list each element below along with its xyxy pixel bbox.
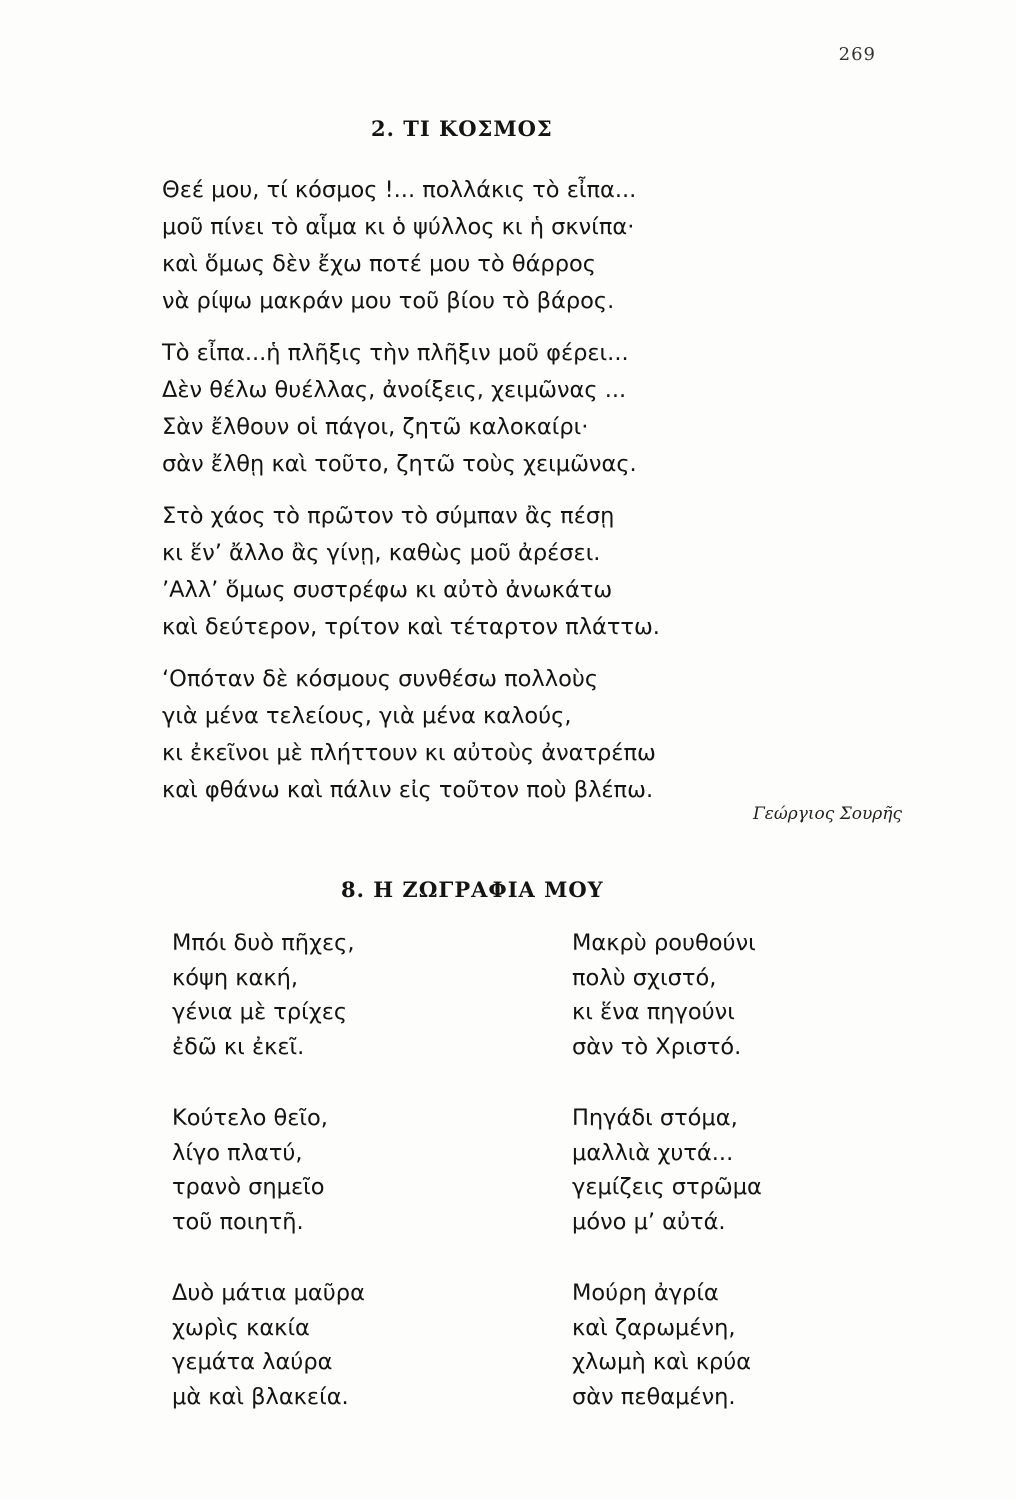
stanza (162, 661, 882, 809)
poem-title-ti-kosmos: 2. ΤΙ ΚΟΣΜΟΣ (371, 116, 553, 141)
verse-line: λίγο πλατύ, (172, 1139, 303, 1166)
verse-line: Πηγάδι στόμα, (572, 1105, 738, 1131)
poem-ti-kosmos (162, 172, 882, 824)
verse-line: νὰ ρίψω μακράν μου τοῦ βίου τὸ βάρος. (162, 288, 615, 314)
verse-line: κόψη κακή, (172, 964, 299, 991)
stanza (572, 1101, 762, 1239)
verse-line: Μπόι δυὸ πῆχες, (172, 930, 355, 956)
verse-line: κι ἕνα πηγούνι (572, 999, 735, 1025)
verse-line: ‘Οπόταν δὲ κόσμους συνθέσω πολλοὺς (162, 666, 599, 692)
stanza (572, 1276, 762, 1414)
poem-author: Γεώργιος Σουρῆς (752, 804, 902, 824)
page-number: 269 (838, 44, 876, 65)
verse-line: Δυὸ μάτια μαῦρα (172, 1280, 365, 1306)
stanza (172, 926, 365, 1064)
stanza (572, 926, 762, 1064)
verse-line: πολὺ σχιστό, (572, 964, 717, 991)
verse-line: Θεέ μου, τί κόσμος !... πολλάκις τὸ εἶπα... (162, 177, 637, 203)
verse-line: γεμίζεις στρῶμα (572, 1174, 762, 1200)
verse-line: Στὸ χάος τὸ πρῶτον τὸ σύμπαν ἂς πέσῃ (162, 503, 615, 529)
verse-line: Σὰν ἔλθουν οἱ πάγοι, ζητῶ καλοκαίρι· (162, 414, 589, 440)
verse-line: καὶ φθάνω καὶ πάλιν εἰς τοῦτον ποὺ βλέπω. (162, 777, 654, 803)
verse-line: χωρὶς κακία (172, 1314, 310, 1341)
verse-line: Δὲν θέλω θυέλλας, ἀνοίξεις, χειμῶνας ... (162, 377, 627, 403)
verse-line: καὶ ὅμως δὲν ἔχω ποτέ μου τὸ θάρρος (162, 251, 596, 277)
stanza (162, 172, 882, 320)
poem-title-i-zografia-mou: 8. Η ΖΩΓΡΑΦΙΑ ΜΟΥ (341, 877, 604, 902)
verse-line: Κούτελο θεῖο, (172, 1105, 328, 1131)
verse-line: καὶ ζαρωμένη, (572, 1314, 736, 1341)
verse-line: γένια μὲ τρίχες (172, 999, 348, 1025)
stanza (172, 1101, 365, 1239)
verse-line: χλωμὴ καὶ κρύα (572, 1349, 752, 1375)
stanza (162, 498, 882, 646)
stanza (172, 1276, 365, 1414)
verse-line: ’Αλλ’ ὅμως συστρέφω κι αὐτὸ ἀνωκάτω (162, 577, 613, 603)
stanza (162, 335, 882, 483)
poem-left-column (172, 926, 365, 1451)
verse-line: γιὰ μένα τελείους, γιὰ μένα καλούς, (162, 703, 572, 729)
verse-line: κι ἕν’ ἄλλο ἂς γίνῃ, καθὼς μοῦ ἀρέσει. (162, 540, 601, 566)
verse-line: μαλλιὰ χυτά... (572, 1139, 734, 1166)
verse-line: Μακρὺ ρουθούνι (572, 930, 756, 956)
verse-line: σὰν πεθαμένη. (572, 1383, 736, 1410)
poem-right-column (572, 926, 762, 1451)
verse-line: μοῦ πίνει τὸ αἷμα κι ὁ ψύλλος κι ἡ σκνίπα· (162, 214, 635, 240)
verse-line: ἐδῶ κι ἐκεῖ. (172, 1033, 305, 1060)
verse-line: τοῦ ποιητῆ. (172, 1208, 304, 1235)
verse-line: κι ἐκεῖνοι μὲ πλήττουν κι αὐτοὺς ἀνατρέπω (162, 740, 656, 766)
verse-line: τρανὸ σημεῖο (172, 1174, 325, 1200)
verse-line: Μούρη ἀγρία (572, 1280, 719, 1306)
verse-line: μὰ καὶ βλακεία. (172, 1383, 349, 1410)
verse-line: σὰν ἔλθῃ καὶ τοῦτο, ζητῶ τοὺς χειμῶνας. (162, 451, 637, 477)
verse-line: καὶ δεύτερον, τρίτον καὶ τέταρτον πλάττω. (162, 614, 660, 640)
verse-line: Τὸ εἶπα...ἡ πλῆξις τὴν πλῆξιν μοῦ φέρει... (162, 340, 629, 366)
verse-line: μόνο μ’ αὐτά. (572, 1208, 726, 1235)
verse-line: γεμάτα λαύρα (172, 1349, 333, 1375)
verse-line: σὰν τὸ Χριστό. (572, 1033, 742, 1060)
